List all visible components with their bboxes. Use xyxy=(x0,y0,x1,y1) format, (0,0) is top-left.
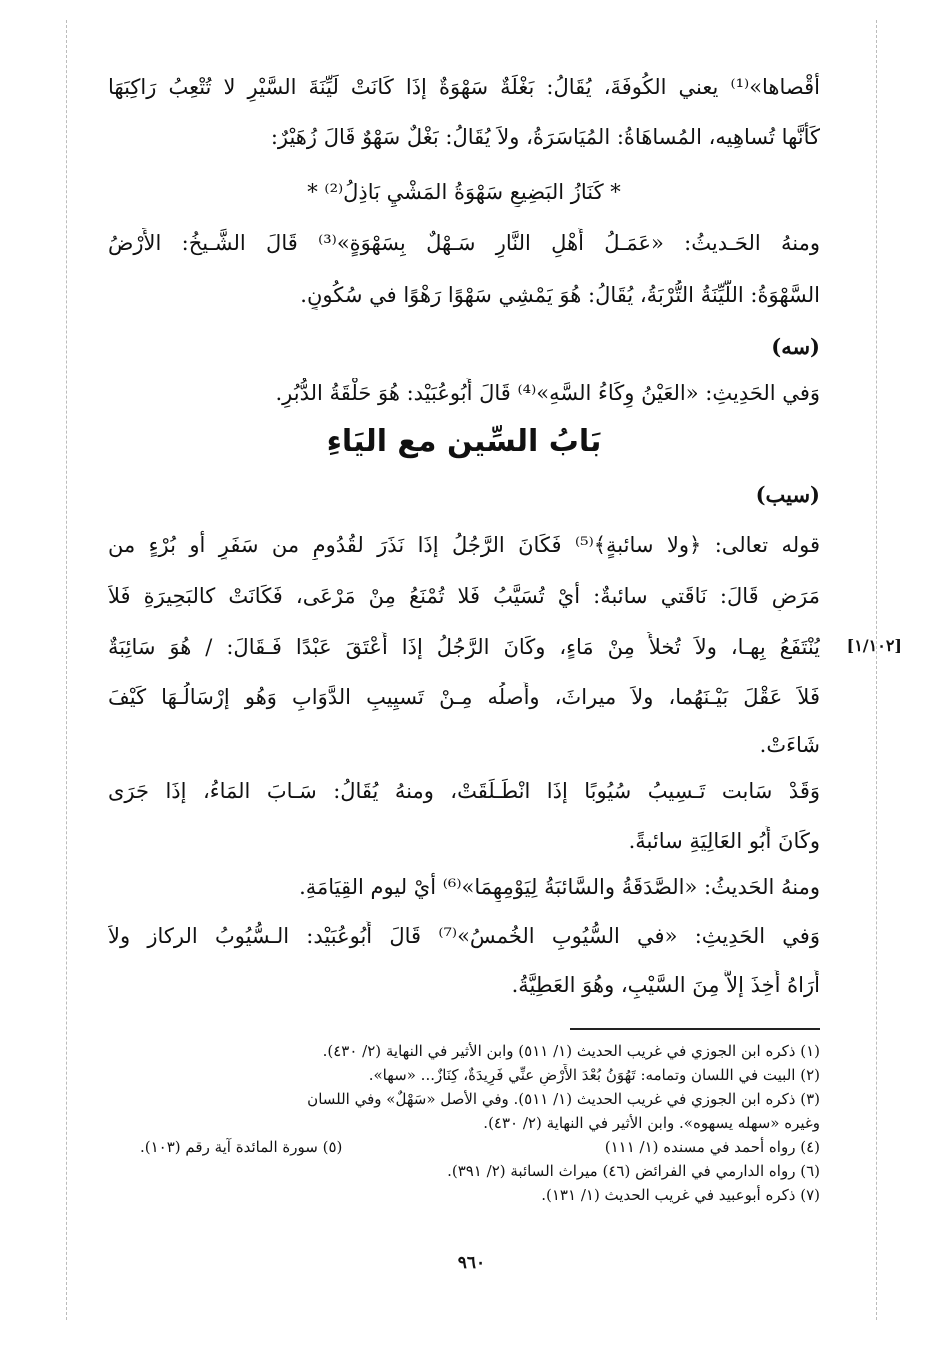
text-line: شَاءَتْ. xyxy=(759,733,820,757)
footnote-7: (٧) ذكره أبوعبيد في غريب الحديث (١/ ١٣١). xyxy=(541,1186,820,1204)
text-line: وَقَدْ سَابت تَـسِيبُ سُيُوبًا إذَا انْطَـلَقَتْ، ومنهُ يُقَالُ: سَـابَ المَاءُ، إذَا جَرَى xyxy=(108,779,820,803)
root-entry-sayb: (سيب) xyxy=(755,482,820,507)
text-line: فَلاَ عَقْلَ بَيْـنَهُما، ولاَ ميراثَ، وأَصلُه مِـنْ تَسيِيبِ الدَّوَابِ وَهُو إرْسَالُـهَا كَيْفَ xyxy=(108,685,820,709)
text-line: وَفي الحَدِيثِ: «في السُّيُوبِ الخُمسُ»⁽⁷⁾ قَالَ أَبُوعُبَيْد: الـسُّيُوبُ الركاز ولاَ xyxy=(108,924,820,948)
text-line: وكَانَ أَبُو العَالِيَةِ سائبةً. xyxy=(628,829,820,853)
footnote-3: (٣) ذكره ابن الجوزي في غريب الحديث (١/ ٥١١). وفي الأصل «سَهْلٌ» وفي اللسان xyxy=(307,1090,820,1108)
footnote-3-continued: وغيره «سهله يسهوه». وابن الأثير في النهاية (٢/ ٤٣٠). xyxy=(483,1114,820,1132)
text-line: ومنهُ الحَـديثُ: «عَمَـلُ أَهْلِ النَّارِ سَـهْلٌ بِسَهْوَةٍ»⁽³⁾ قَالَ الشَّـيخُ: الأَرْضُ xyxy=(108,231,820,255)
text-line: وَفي الحَدِيثِ: «العَيْنُ وِكَاءُ السَّهِ»⁽⁴⁾ قَالَ أَبُوعُبَيْد: هُوَ حَلْقَةُ الدُّبُرِ. xyxy=(275,381,820,405)
crop-line-left xyxy=(66,20,67,1320)
page-number: ٩٦٠ xyxy=(457,1253,486,1273)
margin-page-reference: [١/١٠٢] xyxy=(846,636,902,655)
text-line: أقْصاها»⁽¹⁾ يعني الكُوفَةَ، يُقَالُ: بَغْلَةٌ سَهْوَةٌ إذَا كَانَتْ لَيِّنَةَ السَّيْرِ لا تُتْعِبُ رَاكِبَهَا xyxy=(108,75,820,99)
text-line: يُنْتَفَعُ بِهـا، ولاَ تُخلأُ مِنْ مَاءٍ، وكَانَ الرَّجُلُ إذَا أَعْتَقَ عَبْدًا فَـقَالَ: / هُوَ سَائِبَةٌ xyxy=(108,635,820,659)
footnote-2: (٢) البيت في اللسان وتمامه: تَهُوَنُ بُعْدَ الأَرْضِ عنِّي فَرِيدَةٌ، كِنَازٌ... «سها». xyxy=(368,1066,820,1084)
footnote-4: (٤) رواه أحمد في مسنده (١/ ١١١) xyxy=(604,1138,820,1156)
poem-verse: * كَنَازُ البَضِيعِ سَهْوَةُ المَشْيِ بَاذِلُ⁽²⁾ * xyxy=(307,180,621,204)
footnote-5: (٥) سورة المائدة آية رقم (١٠٣). xyxy=(140,1138,343,1156)
text-line: قوله تعالى: ﴿ولا سائبةٍ﴾⁽⁵⁾ فَكَانَ الرَّجُلُ إذَا نَذَرَ لقُدُومٍ من سَفَرٍ أو بُرْءٍ من xyxy=(108,533,820,557)
footnote-1: (١) ذكره ابن الجوزي في غريب الحديث (١/ ٥١١) وابن الأثير في النهاية (٢/ ٤٣٠). xyxy=(322,1042,820,1060)
chapter-heading: بَابُ السِّين مع اليَاءِ xyxy=(326,424,602,459)
text-line: أَرَاهُ أُخِذَ إلاَّ مِنَ السَّيْبِ، وهُوَ العَطِيَّةُ. xyxy=(511,973,820,997)
text-line: ومنهُ الحَديثُ: «الصَّدَقَةُ والسَّائبَةُ لِيَوْمِهِمَا»⁽⁶⁾ أيْ ليوم القِيَامَةِ. xyxy=(299,875,820,899)
footnote-row-4-5 xyxy=(100,1136,820,1158)
footnote-separator xyxy=(570,1028,820,1030)
text-line: مَرَضٍ قَالَ: نَاقَتي سائبةٌ: أيْ تُسَيَّبُ فَلا تُمْنَعُ مِنْ مَرْعَى، فَكَانَتْ كالبَحِيرَةِ فَلاَ xyxy=(108,584,820,608)
crop-line-right xyxy=(876,20,877,1320)
root-entry-sah: (سه) xyxy=(771,334,820,359)
text-line: كَأنَّها تُساهِيه، المُساهَاةُ: المُيَاسَرَةُ، ولاَ يُقَالُ: بَغْلٌ سَهْوٌ قَالَ زُهَيْرٌ: xyxy=(270,125,820,149)
text-line: السَّهْوَةُ: اللَّيِّنَةُ التُّرْبَةُ، يُقَالُ: هُوَ يَمْشِي سَهْوًا رَهْوًا في سُكُونٍ. xyxy=(300,283,820,307)
footnote-6: (٦) رواه الدارمي في الفرائض (٤٦) ميراث السائبة (٢/ ٣٩١). xyxy=(447,1162,820,1180)
